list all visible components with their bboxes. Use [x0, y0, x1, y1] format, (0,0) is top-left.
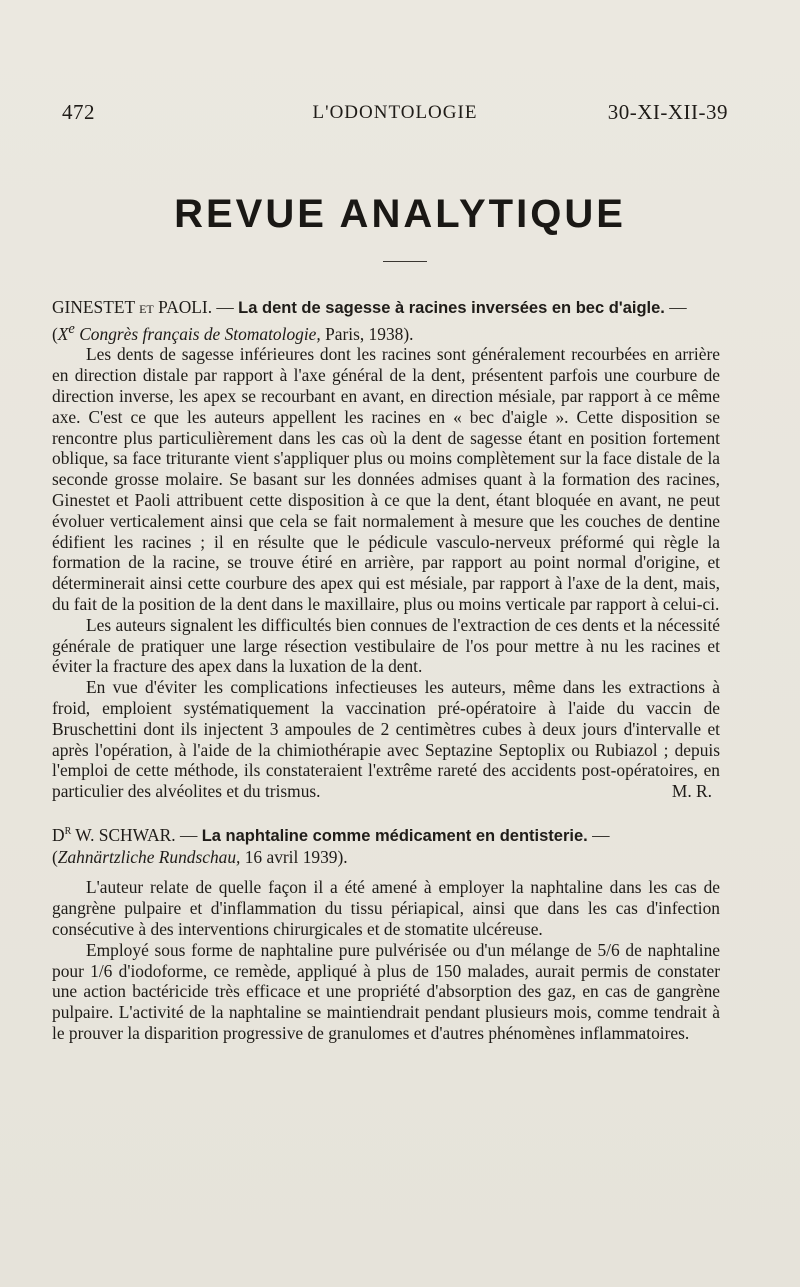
- title-rule: [383, 261, 427, 262]
- article-body: [52, 297, 720, 1044]
- article1-signature: M. R.: [671, 781, 712, 802]
- article1-source: X: [57, 323, 69, 344]
- article1-paragraph-3: En vue d'éviter les complications infectieuses les auteurs, même dans les extractions à froid, emploient systématiquement la vaccination pré-opératoire à l'aide du vaccin de Bruschettini dont ils injectent 3 ampoules de 2 centimètres cubes à deux jours d'intervalle et après l'opération, à l'aide de la chimiothérapie avec Septazine Septoplix ou Rubiazol ; depuis l'emploi de cette méthode, ils constateraient l'extrême rareté des accidents post-opératoires, en particulier des alvéolites et du trismus.: [52, 677, 720, 802]
- article1-reference: GINESTET et PAOLI. — La dent de sagesse à racines inversées en bec d'aigle. — (Xe Congrès français de Stomatologie, Paris, 1938).: [52, 297, 687, 344]
- article2-paragraph-2: Employé sous forme de naphtaline pure pulvérisée ou d'un mélange de 5/6 de naphtaline pour 1/6 d'iodoforme, ce remède, appliqué à plus de 150 malades, aurait permis de constater une action bactéricide très efficace et une propriété d'absorption des gaz, en cas de gangrène pulpaire. L'activité de la naphtaline se maintiendrait pendant plusieurs mois, comme tendrait à le prouver la disparition progressive de granulomes et d'autres phénomènes inflammatoires.: [52, 939, 720, 1043]
- article2-source: Zahnärtzliche Rundschau,: [57, 846, 241, 867]
- article2-reference: $D^r$ W. SCHWAR. — La naphtaline comme médicament en dentisterie. — (Zahnärtzliche Rundschau, 16 avril 1939).: [52, 821, 610, 867]
- issue-date: 30-XI-XII-39: [607, 100, 728, 124]
- article1-paragraph-2: Les auteurs signalent les difficultés bien connues de l'extraction de ces dents et la nécessité générale de pratiquer une large résection vestibulaire de l'os pour mettre à nu les racines et éviter la fracture des apex dans la luxation de la dent.: [52, 614, 720, 677]
- article1-authors: GINESTET et PAOLI.: [52, 297, 213, 317]
- article2-paragraph-1: L'auteur relate de quelle façon il a été amené à employer la naphtaline dans les cas de gangrène pulpaire et d'inflammation du tissu périapical, ainsi que dans les cas d'infection consécutive à des interventions chirurgicales et de stomatite ulcéreuse.: [52, 877, 720, 939]
- article1-paragraph-1: Les dents de sagesse inférieures dont les racines sont généralement recourbées en arrière en direction distale par rapport à l'axe général de la dent, présentent parfois une courbure de direction inverse, les apex se recourbant en avant, en direction mésiale, par rapport à ce même axe. C'est ce que les auteurs appellent les racines en « bec d'aigle ». Cette disposition se rencontre plus particulièrement dans les cas où la dent de sagesse étant en position fortement oblique, sa face triturante vient s'appliquer plus ou moins complètement sur la face distale de la seconde grosse molaire. Se basant sur les données admises quant à la formation des racines, Ginestet et Paoli attribuent cette disposition à ce que la dent, étant bloquée en avant, ne peut évoluer verticalement ainsi que cela se fait normalement à mesure que les couches de dentine édifient les racines ; il en résulte que le pédicule vasculo-nerveux préformé qui règle la formation de la racine, se trouve étiré en arrière, par rapport au point normal d'origine, et déterminerait ainsi cette courbure des apex qui est mésiale, par rapport à l'axe de la dent, mais, du fait de la position de la dent dans le maxillaire, plus ou moins verticale par rapport à celui-ci.: [52, 344, 720, 614]
- page-number: 472: [62, 100, 95, 124]
- journal-title: L'ODONTOLOGIE: [312, 102, 478, 123]
- running-header: [62, 100, 728, 130]
- article1-title: La dent de sagesse à racines inversées en bec d'aigle.: [238, 299, 665, 317]
- section-title: REVUE ANALYTIQUE: [174, 192, 626, 236]
- article2-authors: W. SCHWAR.: [71, 824, 176, 845]
- article2-title: La naphtaline comme médicament en dentisterie.: [201, 826, 588, 845]
